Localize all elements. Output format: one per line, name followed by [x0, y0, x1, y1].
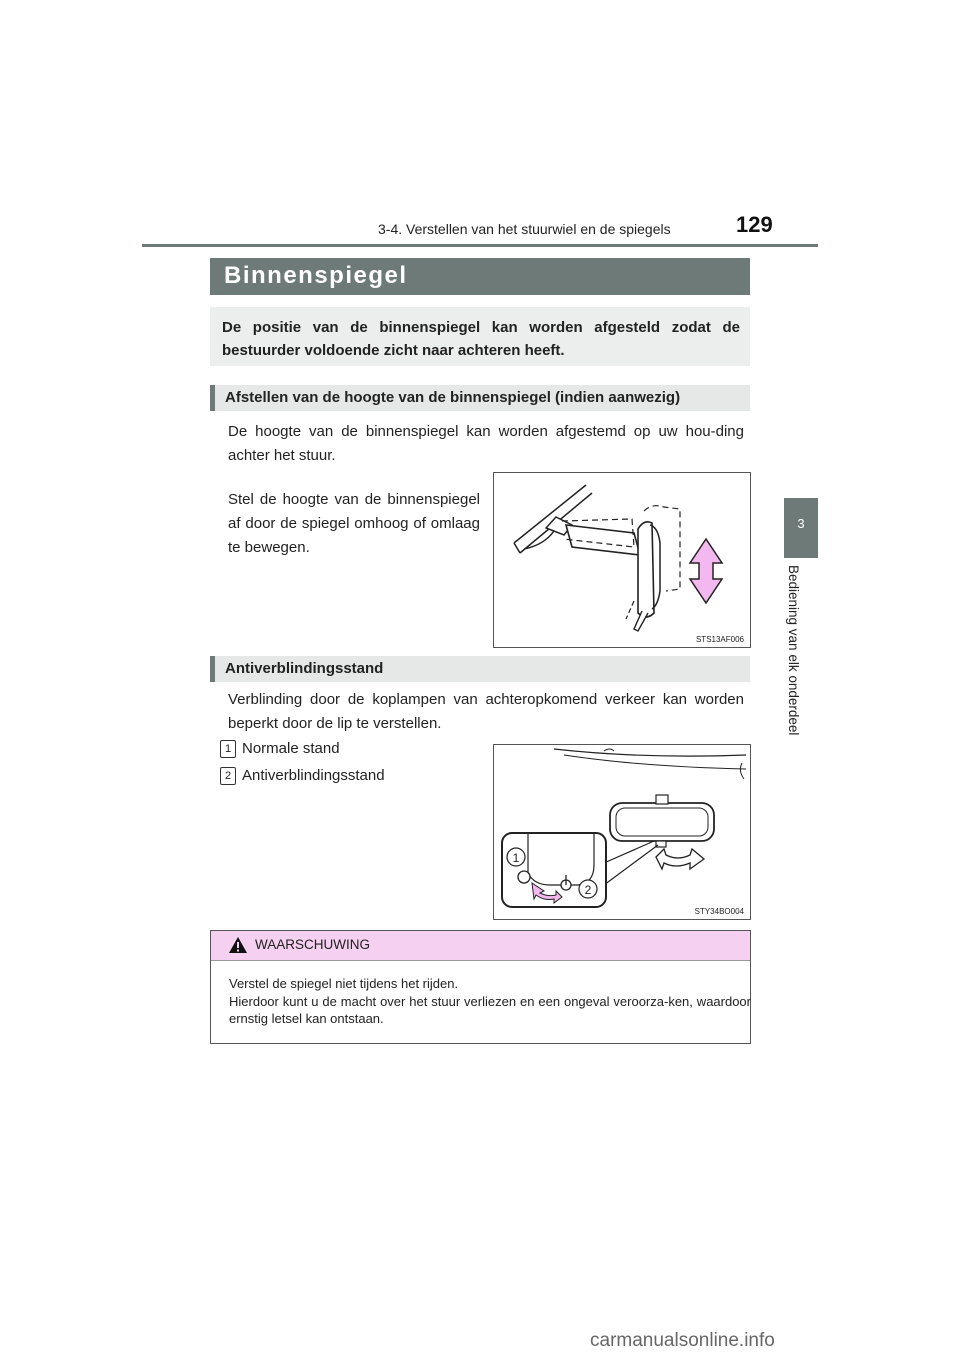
figure-code: STS13AF006	[695, 635, 744, 644]
item-number-badge: 1	[220, 740, 236, 758]
figure-number-1: 1	[512, 851, 520, 865]
intro-box	[210, 307, 750, 366]
intro-text: De positie van de binnenspiegel kan worden afgesteld zodat de bestuurder voldoende zicht naar achteren heeft.	[222, 319, 740, 359]
warning-text-line2: Hierdoor kunt u de macht over het stuur verliezen en een ongeval veroorza-ken, waardoor ernstig letsel kan ontstaan.	[229, 994, 751, 1026]
up-down-arrow-icon	[690, 539, 722, 603]
figure-code: STY34BO004	[694, 907, 744, 916]
item-label: Normale stand	[242, 740, 340, 757]
section-heading-height	[210, 385, 750, 411]
section-heading-anti-glare	[210, 656, 750, 682]
mirror-height-illustration	[494, 473, 750, 647]
page-title: Binnenspiegel	[224, 262, 408, 289]
watermark: carmanualsonline.info	[590, 1330, 775, 1351]
figure-number-2: 2	[584, 883, 592, 897]
anti-glare-paragraph: Verblinding door de koplampen van achteropkomend verkeer kan worden beperkt door de lip te verstellen.	[228, 691, 744, 732]
page-number: 129	[736, 212, 773, 237]
heading-accent-bar	[210, 656, 215, 682]
anti-glare-illustration	[494, 745, 750, 919]
section-heading-height-text: Afstellen van de hoogte van de binnenspiegel (indien aanwezig)	[225, 389, 681, 406]
warning-triangle-icon	[228, 936, 248, 954]
warning-header	[211, 931, 750, 961]
header-divider	[142, 244, 818, 247]
height-paragraph: De hoogte van de binnenspiegel kan worden afgestemd op uw hou-ding achter het stuur.	[228, 423, 744, 464]
chapter-label: Bediening van elk onderdeel	[786, 565, 801, 736]
header-section-title: 3-4. Verstellen van het stuurwiel en de spiegels	[378, 221, 671, 237]
section-heading-anti-glare-text: Antiverblindingsstand	[225, 660, 384, 677]
page-title-bar	[210, 258, 750, 295]
chapter-number: 3	[797, 516, 805, 531]
height-instruction: Stel de hoogte van de binnenspiegel af door de spiegel omhoog of omlaag te bewegen.	[228, 491, 480, 556]
warning-title: WAARSCHUWING	[255, 937, 370, 952]
item-label: Antiverblindingsstand	[242, 767, 385, 784]
heading-accent-bar	[210, 385, 215, 411]
item-number-badge: 2	[220, 767, 236, 785]
mirror-height-figure	[493, 472, 751, 648]
chapter-tab	[784, 498, 818, 558]
anti-glare-figure	[493, 744, 751, 920]
warning-box	[210, 930, 751, 1044]
tilt-arrow-icon	[656, 849, 704, 869]
warning-text-line1: Verstel de spiegel niet tijdens het rijden.	[229, 976, 459, 991]
